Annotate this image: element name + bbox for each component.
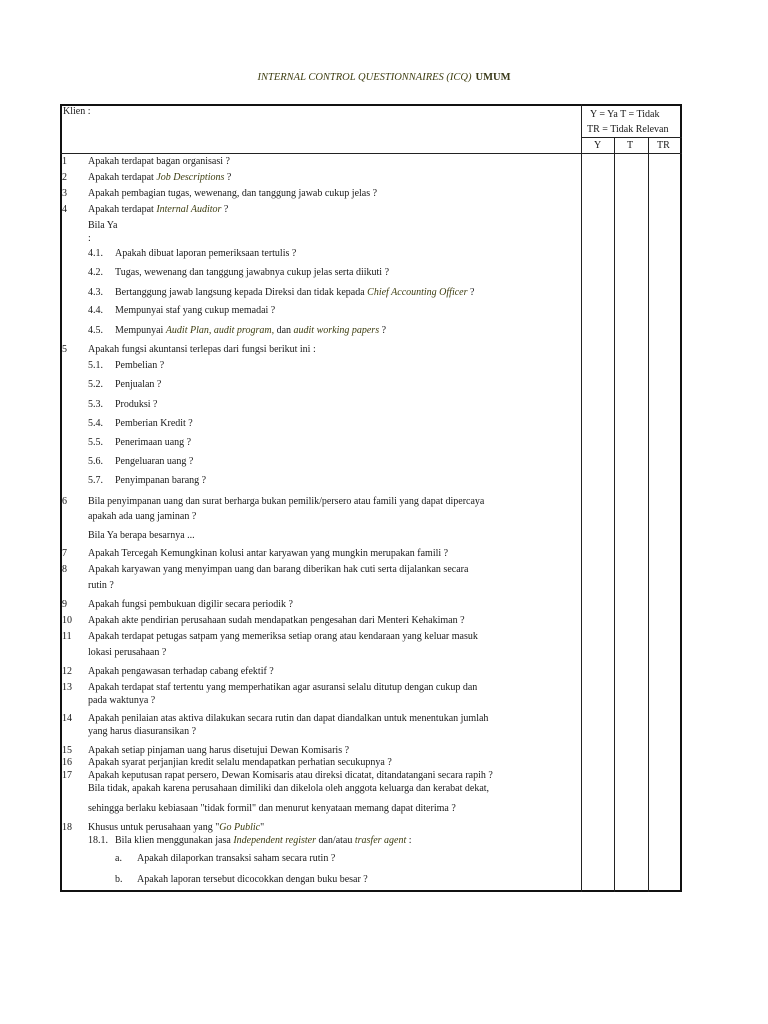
- sub-item-number: 4.1.: [88, 248, 103, 259]
- sub-question-text: Tugas, wewenang dan tanggung jawabnya cukup jelas serta diikuti ?: [115, 267, 390, 278]
- column-header-tr: TR: [657, 140, 670, 151]
- item-number: 14: [62, 713, 72, 724]
- question-text: Apakah Tercegah Kemungkinan kolusi antar karyawan yang mungkin merupakan famili ?: [88, 548, 449, 559]
- legend-line-1: Y = Ya T = Tidak: [590, 109, 660, 120]
- sub-item-number: 5.5.: [88, 437, 103, 448]
- item-number: 12: [62, 666, 72, 677]
- question-text: Apakah terdapat Job Descriptions ?: [88, 172, 232, 183]
- conditional-label: Bila Ya: [88, 220, 118, 231]
- question-text: Apakah pengawasan terhadap cabang efektif ?: [88, 666, 274, 677]
- question-text-cont: lokasi perusahaan ?: [88, 647, 167, 658]
- title-bold: UMUM: [475, 72, 511, 83]
- question-text-cont: yang harus diasuransikan ?: [88, 726, 197, 737]
- item-number: 10: [62, 615, 72, 626]
- sub-question-text: Bila klien menggunakan jasa Independent register dan/atau trasfer agent :: [115, 835, 412, 846]
- sub-sub-item-number: b.: [115, 874, 123, 885]
- client-label: Klien :: [63, 106, 91, 117]
- sub-question-text: Mempunyai Audit Plan, audit program, dan audit working papers ?: [115, 325, 387, 336]
- sub-question-text: Apakah dibuat laporan pemeriksaan tertulis ?: [115, 248, 297, 259]
- question-text: Apakah terdapat petugas satpam yang memeriksa setiap orang atau kendaraan yang keluar masuk: [88, 631, 478, 642]
- sub-question-text: Pembelian ?: [115, 360, 165, 371]
- question-text: Apakah syarat perjanjian kredit selalu mendapatkan perhatian secukupnya ?: [88, 757, 392, 768]
- sub-question-text: Penjualan ?: [115, 379, 162, 390]
- conditional-colon: :: [88, 233, 91, 244]
- item-number: 1: [62, 156, 67, 167]
- question-text: Apakah penilaian atas aktiva dilakukan secara rutin dan dapat diandalkan untuk menentukan jumlah: [88, 713, 489, 724]
- item-number: 2: [62, 172, 67, 183]
- question-text-cont: sehingga berlaku kebiasaan "tidak formil" dan menurut kenyataan memang dapat diterima ?: [88, 803, 456, 814]
- column-header-t: T: [627, 140, 634, 151]
- item-number: 4: [62, 204, 67, 215]
- sub-item-number: 5.4.: [88, 418, 103, 429]
- question-text: Apakah keputusan rapat persero, Dewan Komisaris atau direksi dicatat, ditandatangani secara rapih ?: [88, 770, 493, 781]
- item-number: 15: [62, 745, 72, 756]
- sub-question-text: Produksi ?: [115, 399, 158, 410]
- question-text: Apakah akte pendirian perusahaan sudah mendapatkan pengesahan dari Menteri Kehakiman ?: [88, 615, 465, 626]
- document-title: [0, 72, 768, 83]
- question-text-cont: Bila tidak, apakah karena perusahaan dimiliki dan dikelola oleh anggota keluarga dan kerabat dekat,: [88, 783, 490, 794]
- item-number: 11: [62, 631, 72, 642]
- sub-question-text: Penyimpanan barang ?: [115, 475, 207, 486]
- item-number: 13: [62, 682, 72, 693]
- sub-question-text: Mempunyai staf yang cukup memadai ?: [115, 305, 276, 316]
- item-number: 9: [62, 599, 67, 610]
- legend-line-2: TR = Tidak Relevan: [587, 124, 669, 135]
- sub-item-number: 4.4.: [88, 305, 103, 316]
- sub-item-number: 5.6.: [88, 456, 103, 467]
- question-text: Khusus untuk perusahaan yang "Go Public": [88, 822, 265, 833]
- item-number: 6: [62, 496, 67, 507]
- item-number: 8: [62, 564, 67, 575]
- sub-question-text: Bertanggung jawab langsung kepada Direksi dan tidak kepada Chief Accounting Officer ?: [115, 287, 475, 298]
- sub-question-text: Apakah dilaporkan transaksi saham secara rutin ?: [137, 853, 336, 864]
- question-text-cont: Bila Ya berapa besarnya ...: [88, 530, 195, 541]
- question-text-cont: apakah ada uang jaminan ?: [88, 511, 197, 522]
- sub-item-number: 5.3.: [88, 399, 103, 410]
- column-header-y: Y: [594, 140, 602, 151]
- question-text-cont: rutin ?: [88, 580, 114, 591]
- sub-question-text: Pengeluaran uang ?: [115, 456, 194, 467]
- question-text: Apakah fungsi akuntansi terlepas dari fungsi berikut ini :: [88, 344, 316, 355]
- sub-item-number: 5.1.: [88, 360, 103, 371]
- question-text-cont: pada waktunya ?: [88, 695, 156, 706]
- item-number: 3: [62, 188, 67, 199]
- question-text: Bila penyimpanan uang dan surat berharga bukan pemilik/persero atau famili yang dapat dipercaya: [88, 496, 485, 507]
- sub-item-number: 4.3.: [88, 287, 103, 298]
- legend-divider: [581, 137, 682, 138]
- column-divider: [614, 137, 615, 892]
- header-divider: [60, 153, 682, 154]
- item-number: 5: [62, 344, 67, 355]
- sub-question-text: Apakah laporan tersebut dicocokkan dengan buku besar ?: [137, 874, 368, 885]
- column-divider: [581, 104, 582, 892]
- question-text: Apakah karyawan yang menyimpan uang dan barang diberikan hak cuti serta dijalankan secara: [88, 564, 469, 575]
- title-italic: INTERNAL CONTROL QUESTIONNAIRES (ICQ): [257, 72, 472, 83]
- sub-question-text: Penerimaan uang ?: [115, 437, 192, 448]
- question-text: Apakah pembagian tugas, wewenang, dan tanggung jawab cukup jelas ?: [88, 188, 378, 199]
- sub-question-text: Pemberian Kredit ?: [115, 418, 193, 429]
- question-text: Apakah terdapat staf tertentu yang memperhatikan agar asuransi selalu ditutup dengan cukup dan: [88, 682, 478, 693]
- item-number: 16: [62, 757, 72, 768]
- item-number: 7: [62, 548, 67, 559]
- sub-item-number: 18.1.: [88, 835, 108, 846]
- question-text: Apakah terdapat Internal Auditor ?: [88, 204, 229, 215]
- sub-item-number: 5.2.: [88, 379, 103, 390]
- item-number: 17: [62, 770, 72, 781]
- item-number: 18: [62, 822, 72, 833]
- question-text: Apakah fungsi pembukuan digilir secara periodik ?: [88, 599, 293, 610]
- sub-sub-item-number: a.: [115, 853, 122, 864]
- question-text: Apakah terdapat bagan organisasi ?: [88, 156, 230, 167]
- question-text: Apakah setiap pinjaman uang harus disetujui Dewan Komisaris ?: [88, 745, 350, 756]
- sub-item-number: 4.2.: [88, 267, 103, 278]
- sub-item-number: 4.5.: [88, 325, 103, 336]
- column-divider: [648, 137, 649, 892]
- sub-item-number: 5.7.: [88, 475, 103, 486]
